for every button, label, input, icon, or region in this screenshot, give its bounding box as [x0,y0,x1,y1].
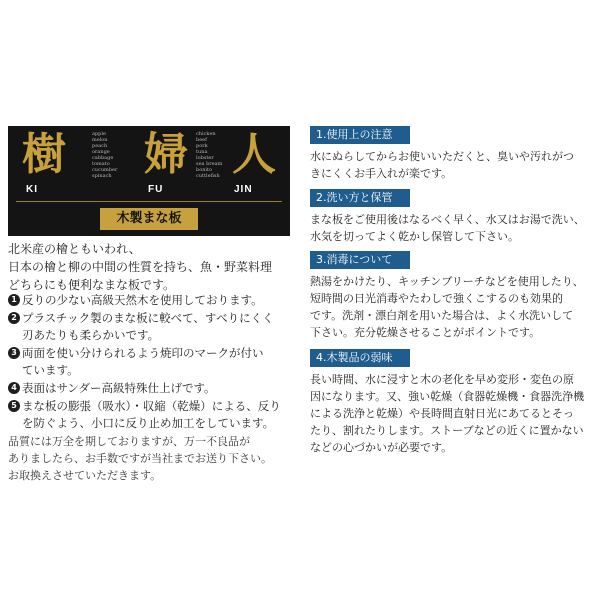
section-line: 因になります。又、強い乾燥（食器乾燥機・食器洗浄機 [310,390,585,403]
feature-item [8,292,298,309]
product-subtitle: 木製まな板 [100,208,198,230]
section-line: 下さい。充分乾燥させることがポイントです。 [310,326,541,339]
section-body-usage [310,148,592,182]
section-line: による洗浄と乾燥）や長時間直射日光にあてるとそっ [310,407,574,420]
feature-item [8,380,298,397]
intro-line: どちらにも便利なまな板です。 [8,278,176,292]
brand-banner [8,126,290,236]
number-badge-icon: 1 [8,294,20,306]
ingredient-item: tuna [196,149,208,155]
ingredient-item: tomato [92,161,110,167]
section-heading-usage: 1.使用上の注意 [310,126,410,144]
feature-item [8,310,298,344]
ingredient-item: peach [92,143,108,149]
feature-text: 表面はサンダー高級特殊仕上げです。 [22,381,216,395]
ingredient-item: cucumber [92,167,118,173]
feature-text: 刃あたりも柔らかいです。 [22,328,160,342]
quality-line: ありましたら、お手数ですが当社までお送り下さい。 [8,452,272,465]
number-badge-icon: 3 [8,347,20,359]
section-body-washing [310,211,592,245]
section-line: 短時間の日光消毒やたわしで強くこするのも効果的 [310,292,563,305]
number-badge-icon: 5 [8,400,20,412]
brand-kanji-fu: 婦 [144,129,188,180]
section-body-weakness [310,371,592,456]
feature-text: まな板の膨張（吸水）・収縮（乾燥）による、反り [22,399,281,413]
section-line: たり、割れたりします。ストーブなどの近くに置かない [310,424,584,437]
section-heading-disinfection: 3.消毒について [310,251,410,269]
feature-item [8,398,298,432]
feature-item [8,345,298,379]
intro-text [8,240,298,294]
ingredient-item: sea bream [196,161,223,167]
ingredient-list-produce [92,131,117,179]
intro-line: 日本の檜と柳の中間の性質を持ち、魚・野菜料理 [8,260,273,274]
feature-text: 反りの少ない高級天然木を使用しております。 [22,293,263,307]
ingredient-item: melon [92,137,108,143]
feature-text: を防ぐよう、小口に反り止め加工をしています。 [22,416,275,430]
feature-list [8,292,298,433]
section-line: です。洗剤・漂白剤を用いた場合は、よく水洗いして [310,309,574,322]
gold-divider [16,201,282,202]
feature-text: 両面を使い分けられるよう焼印のマークが付い [22,346,264,360]
ingredient-item: cabbage [92,155,114,161]
section-heading-washing: 2.洗い方と保管 [310,189,410,207]
number-badge-icon: 2 [8,312,20,324]
ingredient-list-meat-fish [196,131,222,179]
number-badge-icon: 4 [8,382,20,394]
quality-line: 品質には万全を期しておりますが、万一不良品が [8,435,250,448]
section-line: 熱湯をかけたり、キッチンブリーチなどを使用したり、 [310,275,584,288]
brand-roman-ki: KI [26,184,38,195]
ingredient-item: lobster [196,155,214,161]
section-line: などの心づかいが必要です。 [310,441,453,454]
ingredient-item: bonito [196,167,213,173]
section-line: まな板をご使用後はなるべく早く、水又はお湯で洗い、 [310,213,585,226]
ingredient-item: pork [196,143,208,149]
ingredient-item: spinach [92,173,112,179]
section-heading-weakness: 4.木製品の弱味 [310,349,410,367]
quality-line: お取換えさせていただきます。 [8,469,162,482]
intro-line: 北米産の檜ともいわれ、 [8,242,141,256]
brand-roman-jin: JIN [234,184,253,195]
section-body-disinfection [310,273,592,341]
feature-text: ています。 [22,363,79,377]
section-line: きにくくお手入れが楽です。 [310,167,453,180]
ingredient-item: chicken [196,131,216,137]
ingredient-item: apple [92,131,106,137]
brand-kanji-jin: 人 [232,129,276,180]
quality-note [8,433,298,484]
ingredient-item: beef [196,137,207,143]
brand-roman-fu: FU [148,184,164,195]
brand-kanji-ki: 樹 [22,129,66,180]
feature-text: プラスチック製のまな板に較べて、すべりにくく [22,311,274,325]
ingredient-item: orange [92,149,110,155]
section-line: 長い時間、水に浸すと木の老化を早め変形・変色の原 [310,373,574,386]
section-line: 水気を切ってよく乾かし保管して下さい。 [310,230,519,243]
ingredient-item: cuttlefish [196,173,220,179]
section-line: 水にぬらしてからお使いいただくと、臭いや汚れがつ [310,150,574,163]
